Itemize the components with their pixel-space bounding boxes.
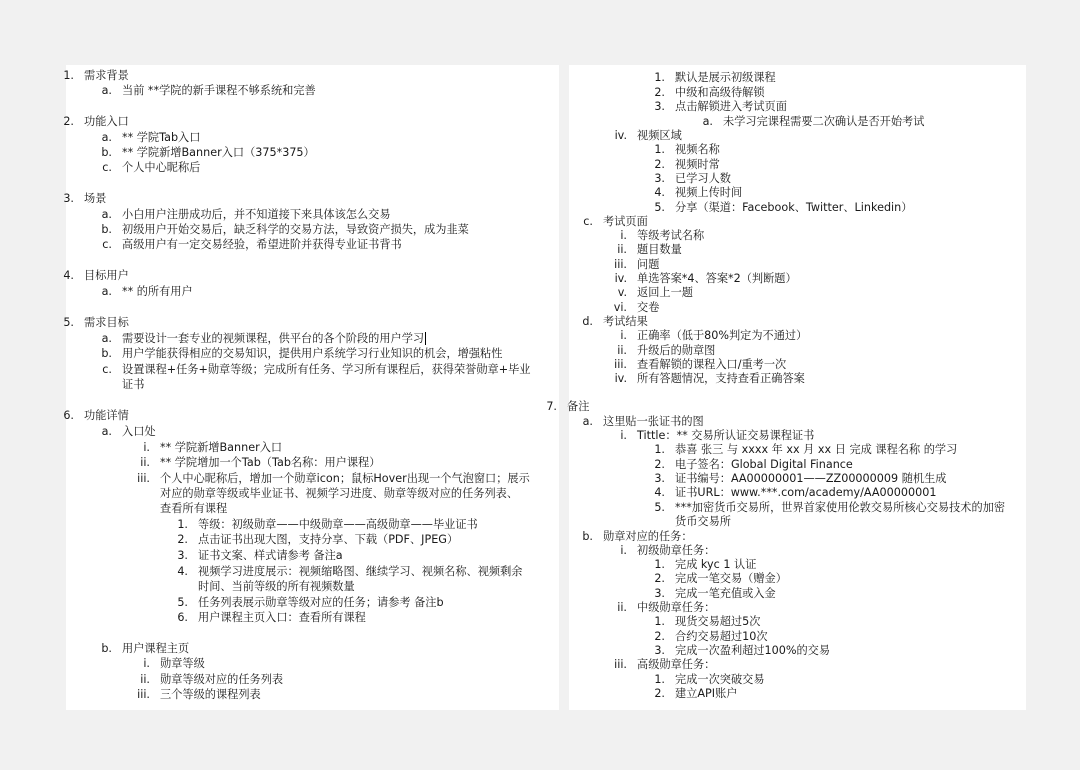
list-item-text[interactable]: 单选答案*4、答案*2（判断题） [637,272,797,285]
list-marker: iv. [614,372,627,385]
list-item-text[interactable]: 返回上一题 [637,286,693,299]
list-marker: b. [101,223,112,236]
list-marker: b. [101,347,112,360]
list-item-text[interactable]: 合约交易超过10次 [675,630,768,643]
list-item-text[interactable]: ** 的所有用户 [122,285,193,298]
list-marker: 2. [63,115,74,128]
list-marker: 1. [654,615,665,628]
list-item-text[interactable]: 视频时常 [675,158,720,171]
list-item-text[interactable]: 电子签名：Global Digital Finance [675,458,853,471]
list-item-text[interactable]: 查看解锁的课程入口/重考一次 [637,358,787,371]
list-item-text[interactable]: 未学习完课程需要二次确认是否开始考试 [723,115,925,128]
list-item-text[interactable]: 入口处 [122,425,156,438]
list-item-text[interactable]: 问题 [637,258,660,271]
list-marker: i. [143,441,150,454]
list-marker: v. [617,286,627,299]
list-marker: i. [620,329,627,342]
list-marker: 5. [177,596,188,609]
list-item-text[interactable]: 高级勋章任务： [637,658,716,671]
list-item-text[interactable]: 备注 [567,400,590,413]
list-marker: 3. [654,587,665,600]
list-marker: iii. [614,358,627,371]
list-item-text[interactable]: 勋章等级 [160,657,205,670]
list-item-text[interactable]: 交卷 [637,301,660,314]
list-marker: i. [620,544,627,557]
list-marker: a. [101,425,112,438]
list-item-text[interactable]: 升级后的勋章图 [637,344,716,357]
list-marker: c. [102,161,112,174]
list-item-text[interactable]: 中级勋章任务： [637,601,716,614]
list-item-text[interactable]: 任务列表展示勋章等级对应的任务；请参考 备注b [198,596,444,609]
list-item-text[interactable]: 默认是展示初级课程 [675,71,776,84]
list-item-text[interactable]: 查看所有课程 [160,502,228,515]
list-marker: ii. [617,601,627,614]
list-item-text[interactable]: ** 学院新增Banner入口 [160,441,283,454]
list-marker: d. [582,315,593,328]
list-marker: 7. [546,400,557,413]
list-marker: 3. [654,100,665,113]
list-marker: 3. [654,172,665,185]
list-marker: b. [101,146,112,159]
list-marker: 2. [654,86,665,99]
list-item-text[interactable]: 完成一笔充值或入金 [675,587,776,600]
list-marker: a. [101,131,112,144]
list-marker: iv. [614,129,627,142]
list-marker: a. [101,84,112,97]
list-marker: 3. [63,192,74,205]
list-marker: c. [102,363,112,376]
list-marker: a. [101,332,112,345]
list-item-text[interactable]: 视频上传时间 [675,186,743,199]
list-item-text[interactable]: 个人中心昵称后，增加一个勋章icon；鼠标Hover出现一个气泡窗口；展示 [160,472,530,485]
list-marker: ii. [617,243,627,256]
list-item-text[interactable]: 分享（渠道：Facebook、Twitter、Linkedin） [675,201,913,214]
list-item-text[interactable]: ** 学院Tab入口 [122,131,201,144]
list-item-text[interactable]: 勋章对应的任务： [603,530,693,543]
list-item-text[interactable]: 等级：初级勋章——中级勋章——高级勋章——毕业证书 [198,518,478,531]
list-item-text[interactable]: 目标用户 [84,269,129,282]
list-marker: b. [582,530,593,543]
list-marker: 4. [654,186,665,199]
list-item-text[interactable]: ***加密货币交易所，世界首家使用伦敦交易所核心交易技术的加密 [675,501,1006,514]
text-cursor [425,332,426,345]
list-marker: 1. [63,69,74,82]
list-marker: a. [582,415,593,428]
list-marker: 6. [63,409,74,422]
list-item-text[interactable]: 用户学能获得相应的交易知识，提供用户系统学习行业知识的机会，增强粘性 [122,347,503,360]
list-item-text[interactable]: 恭喜 张三 与 xxxx 年 xx 月 xx 日 完成 课程名称 的学习 [675,443,958,456]
list-item-text[interactable]: 功能入口 [84,115,129,128]
list-marker: iv. [614,272,627,285]
list-item-text[interactable]: 完成一笔交易（赠金） [675,572,787,585]
list-item-text[interactable]: 对应的勋章等级或毕业证书、视频学习进度、勋章等级对应的任务列表、 [160,487,519,500]
list-marker: i. [143,657,150,670]
list-item-text[interactable]: 初级用户开始交易后，缺乏科学的交易方法，导致资产损失，成为韭菜 [122,223,469,236]
list-item-text[interactable]: 需求背景 [84,69,129,82]
list-marker: 5. [63,316,74,329]
list-item-text[interactable]: 完成 kyc 1 认证 [675,558,757,571]
list-marker: 5. [654,501,665,514]
list-marker: ii. [140,456,150,469]
list-item-text[interactable]: 当前 **学院的新手课程不够系统和完善 [122,84,316,97]
list-item-text[interactable]: 需求目标 [84,316,129,329]
list-marker: 4. [654,486,665,499]
list-item-text[interactable]: 证书编号：AA00000001——ZZ00000009 随机生成 [675,472,947,485]
list-item-text[interactable]: Tittle：** 交易所认证交易课程证书 [637,429,815,442]
list-item-text[interactable]: 证书URL：www.***.com/academy/AA00000001 [675,486,937,499]
list-marker: 2. [654,158,665,171]
list-marker: b. [101,642,112,655]
list-marker: c. [583,215,593,228]
list-item-text[interactable]: 建立API账户 [675,687,738,700]
list-marker: c. [102,238,112,251]
list-marker: 4. [63,269,74,282]
list-item-text[interactable]: 三个等级的课程列表 [160,688,261,701]
list-marker: ii. [140,673,150,686]
list-marker: 4. [177,565,188,578]
list-item-text[interactable]: 这里贴一张证书的图 [603,415,704,428]
list-marker: a. [702,115,713,128]
list-item-text[interactable]: 时间、当前等级的所有视频数量 [198,580,355,593]
list-marker: ii. [617,344,627,357]
list-marker: 6. [177,611,188,624]
list-item-text[interactable]: 场景 [84,192,107,205]
list-item-text[interactable]: 需要设计一套专业的视频课程，供平台的各个阶段的用户学习 [122,332,425,345]
list-item-text[interactable]: 证书文案、样式请参考 备注a [198,549,343,562]
list-item-text[interactable]: ** 学院增加一个Tab（Tab名称：用户课程） [160,456,381,469]
list-marker: 1. [654,558,665,571]
list-marker: 3. [654,472,665,485]
list-item-text[interactable]: 考试结果 [603,315,648,328]
list-marker: 2. [654,458,665,471]
list-item-text[interactable]: 勋章等级对应的任务列表 [160,673,284,686]
list-marker: a. [101,208,112,221]
list-item-text[interactable]: 完成一次盈利超过100%的交易 [675,644,831,657]
list-item-text[interactable]: 个人中心昵称后 [122,161,201,174]
list-item-text[interactable]: 考试页面 [603,215,648,228]
list-marker: 1. [654,143,665,156]
list-marker: 3. [654,644,665,657]
list-marker: i. [620,229,627,242]
list-marker: 1. [654,71,665,84]
list-item-text[interactable]: 等级考试名称 [637,229,705,242]
list-marker: i. [620,429,627,442]
list-item-text[interactable]: 点击证书出现大图，支持分享、下载（PDF、JPEG） [198,533,459,546]
list-item-text[interactable]: 已学习人数 [675,172,731,185]
list-marker: 2. [654,630,665,643]
list-marker: vi. [613,301,627,314]
list-item-text[interactable]: 点击解锁进入考试页面 [675,100,787,113]
list-item-text[interactable]: 正确率（低于80%判定为不通过） [637,329,808,342]
list-marker: 3. [177,549,188,562]
list-item-text[interactable]: 用户课程主页 [122,642,190,655]
list-item-text[interactable]: 中级和高级待解锁 [675,86,765,99]
list-marker: iii. [614,658,627,671]
list-item-text[interactable]: 视频学习进度展示：视频缩略图、继续学习、视频名称、视频剩余 [198,565,523,578]
list-item-text[interactable]: 设置课程+任务+勋章等级；完成所有任务、学习所有课程后，获得荣誉勋章+毕业 [122,363,531,376]
list-marker: iii. [614,258,627,271]
list-item-text[interactable]: 完成一次突破交易 [675,673,765,686]
list-marker: 1. [654,443,665,456]
list-marker: 2. [654,572,665,585]
list-marker: 5. [654,201,665,214]
list-marker: 2. [654,687,665,700]
list-marker: 1. [654,673,665,686]
list-item-text[interactable]: 证书 [122,378,145,391]
document-page-left[interactable] [63,65,559,710]
list-item-text[interactable]: 高级用户有一定交易经验，希望进阶并获得专业证书背书 [122,238,402,251]
list-marker: 2. [177,533,188,546]
list-item-text[interactable]: 小白用户注册成功后，并不知道接下来具体该怎么交易 [122,208,391,221]
document-page-right[interactable] [546,65,1026,710]
list-item-text[interactable]: ** 学院新增Banner入口（375*375） [122,146,315,159]
list-marker: iii. [137,472,150,485]
list-item-text[interactable]: 初级勋章任务： [637,544,716,557]
list-marker: 1. [177,518,188,531]
list-marker: iii. [137,688,150,701]
list-item-text[interactable]: 现货交易超过5次 [675,615,761,628]
list-item-text[interactable]: 题目数量 [637,243,682,256]
list-item-text[interactable]: 货币交易所 [675,515,731,528]
list-item-text[interactable]: 视频区域 [637,129,682,142]
list-item-text[interactable]: 视频名称 [675,143,720,156]
list-item-text[interactable]: 所有答题情况，支持查看正确答案 [637,372,805,385]
list-item-text[interactable]: 用户课程主页入口：查看所有课程 [198,611,366,624]
list-marker: a. [101,285,112,298]
list-item-text[interactable]: 功能详情 [84,409,129,422]
